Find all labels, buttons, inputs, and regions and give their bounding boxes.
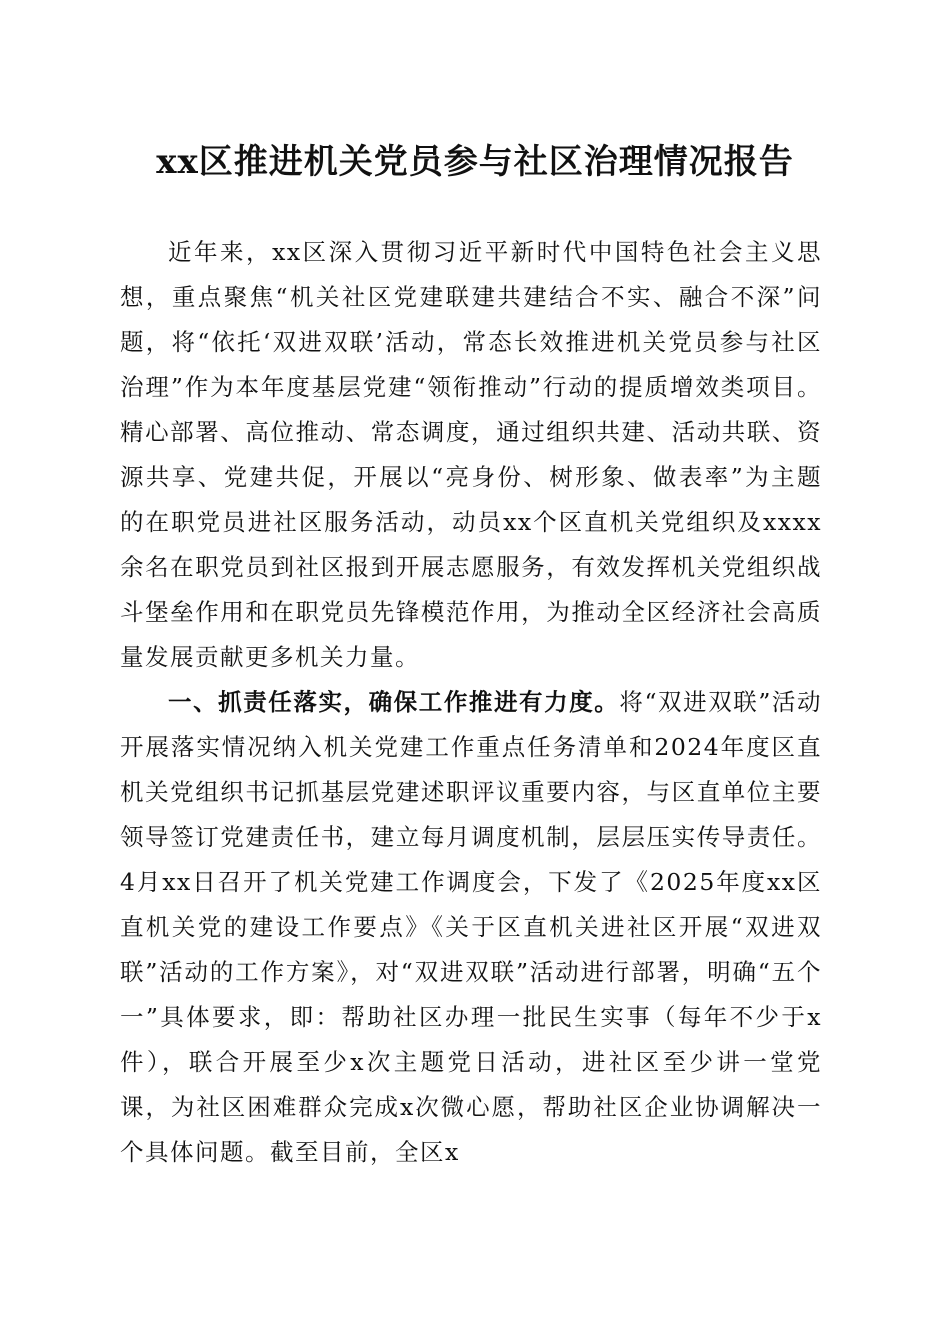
document-body <box>120 230 822 1175</box>
intro-paragraph: 近年来，xx区深入贯彻习近平新时代中国特色社会主义思想，重点聚焦“机关社区党建联建共建结合不实、融合不深”问题，将“依托‘双进双联’活动，常态长效推进机关党员参与社区治理”作为本年度基层党建“领衔推动”行动的提质增效类项目。精心部署、高位推动、常态调度，通过组织共建、活动共联、资源共享、党建共促，开展以“亮身份、树形象、做表率”为主题的在职党员进社区服务活动，动员xx个区直机关党组织及xxxx余名在职党员到社区报到开展志愿服务，有效发挥机关党组织战斗堡垒作用和在职党员先锋模范作用，为推动全区经济社会高质量发展贡献更多机关力量。 <box>120 238 822 671</box>
document-title: xx区推进机关党员参与社区治理情况报告 <box>156 142 794 182</box>
section-one-text: 将“双进双联”活动开展落实情况纳入机关党建工作重点任务清单和2024年度区直机关党组织书记抓基层党建述职评议重要内容，与区直单位主要领导签订党建责任书，建立每月调度机制，层层压实传导责任。4月xx日召开了机关党建工作调度会，下发了《2025年度xx区直机关党的建设工作要点》《关于区直机关进社区开展“双进双联”活动的工作方案》，对“双进双联”活动进行部署，明确“五个一”具体要求，即：帮助社区办理一批民生实事（每年不少于x件），联合开展至少x次主题党日活动，进社区至少讲一堂党课，为社区困难群众完成x次微心愿，帮助社区企业协调解决一个具体问题。截至目前，全区x <box>120 688 823 1166</box>
section-one-paragraph <box>120 680 822 1175</box>
section-one-heading: 一、抓责任落实，确保工作推进有力度。 <box>168 688 620 716</box>
